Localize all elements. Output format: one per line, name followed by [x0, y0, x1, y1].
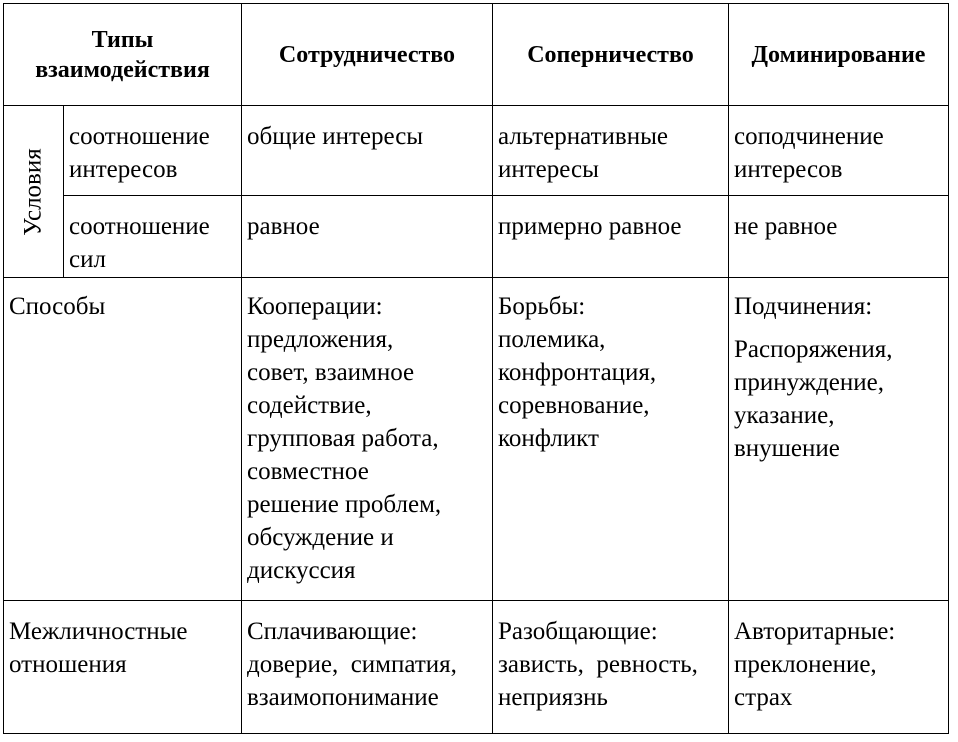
method-line: принуждение, [734, 369, 884, 396]
interaction-types-table [3, 3, 949, 734]
method-line: групповая работа, [247, 425, 439, 452]
relations-cooperation-cell [241, 600, 493, 734]
relation-line: Сплачивающие: [247, 618, 418, 645]
methods-label-cell: Способы [3, 277, 242, 601]
methods-cooperation-cell [241, 277, 493, 601]
header-domination: Доминирование [728, 3, 949, 106]
methods-rivalry-cell [492, 277, 729, 601]
relation-line: неприязнь [498, 684, 608, 711]
interests-domination-cell: соподчинение интересов [728, 105, 949, 196]
interests-rivalry-cell: альтернативные интересы [492, 105, 729, 196]
forces-domination-cell: не равное [728, 195, 949, 278]
method-line: дискуссия [247, 557, 356, 584]
relation-line: взаимопонимание [247, 684, 439, 711]
forces-rivalry-cell: примерно равное [492, 195, 729, 278]
method-line: полемика, [498, 326, 606, 353]
relation-line: Авторитарные: [734, 618, 896, 645]
method-title: Подчинения: [734, 293, 873, 320]
relation-line: страх [734, 684, 793, 711]
forces-label-cell: соотношение сил [63, 195, 242, 278]
method-line: Кооперации: [247, 293, 383, 320]
method-line: совет, взаимное [247, 359, 415, 386]
method-line: содействие, [247, 392, 372, 419]
relation-line: зависть, ревность, [498, 651, 698, 678]
header-cooperation: Сотрудничество [241, 3, 493, 106]
method-line: соревнование, [498, 392, 650, 419]
header-types-line1: Типы [91, 26, 154, 53]
interests-cooperation-cell: общие интересы [241, 105, 493, 196]
relations-label-cell: Межличностные отношения [3, 600, 242, 734]
method-line: обсуждение и [247, 524, 394, 551]
method-line: указание, [734, 402, 835, 429]
method-line: предложения, [247, 326, 394, 353]
relation-line: преклонение, [734, 651, 877, 678]
relation-line: доверие, симпатия, [247, 651, 457, 678]
relations-rivalry-cell [492, 600, 729, 734]
header-rivalry: Соперничество [492, 3, 729, 106]
method-line: конфликт [498, 425, 599, 452]
method-line: совместное [247, 458, 369, 485]
conditions-label: Условия [19, 147, 47, 236]
method-line: Борьбы: [498, 293, 586, 320]
relation-line: Разобщающие: [498, 618, 658, 645]
method-line: решение проблем, [247, 491, 442, 518]
header-types-line2: взаимодействия [35, 56, 210, 83]
interests-label-cell: соотношение интересов [63, 105, 242, 196]
conditions-label-cell [3, 105, 64, 278]
relations-domination-cell [728, 600, 949, 734]
method-line: конфронтация, [498, 359, 657, 386]
method-line: внушение [734, 435, 840, 462]
forces-cooperation-cell: равное [241, 195, 493, 278]
header-types-cell [3, 3, 242, 106]
methods-domination-cell [728, 277, 949, 601]
method-line: Распоряжения, [734, 336, 893, 363]
